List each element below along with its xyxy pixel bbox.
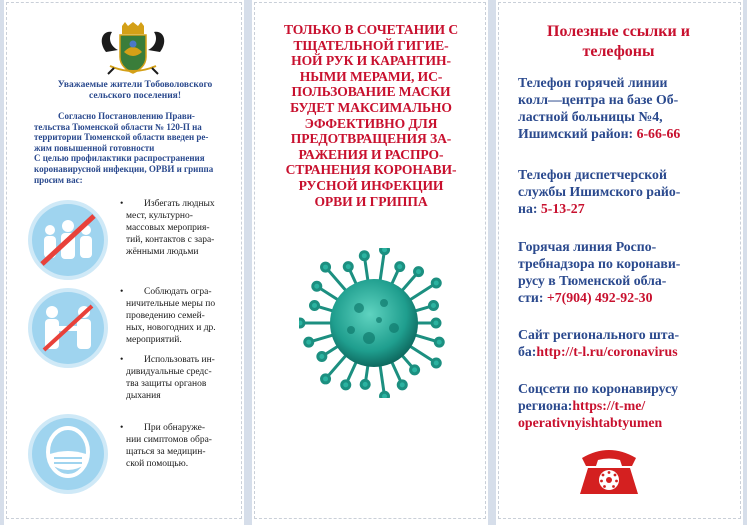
social-contact [518, 380, 728, 431]
bullet: • [120, 423, 124, 433]
headline-line: ПРЕДОТВРАЩЕНИЯ ЗА- [290, 131, 452, 147]
virus-spike-tip [318, 353, 326, 361]
headline-line: НОЙ РУК И КАРАНТИН- [291, 53, 451, 69]
virus-spike-tip [432, 359, 440, 367]
contact-line: службы Ишимского райо- [518, 184, 681, 199]
tip-line: проведению семей- [126, 311, 205, 321]
decree-line: жим повышенной готовности [34, 142, 155, 153]
headline-line: ЭФФЕКТИВНО ДЛЯ [304, 115, 438, 131]
headline-line: СТРАНЕНИЯ КОРОНАВИ- [285, 162, 457, 178]
decree-line: Согласно Постановлению Прави- [58, 111, 195, 121]
tip-line: Избегать людных [144, 199, 215, 209]
contact-line: ба: [518, 344, 537, 359]
virus-spike-tip [415, 268, 423, 276]
face-mask-icon [26, 412, 110, 496]
tip-text [120, 354, 242, 402]
virus-spike-tip [381, 248, 389, 254]
dispatch-contact [518, 166, 728, 217]
headline-line: РУСНОЙ ИНФЕКЦИИ [298, 177, 444, 193]
virus-spike-tip [411, 366, 419, 374]
middle-panel [252, 0, 488, 525]
left-panel [4, 0, 244, 525]
contact-line: русу в Тюменской обла- [518, 273, 667, 288]
virus-spike-tip [360, 252, 368, 260]
virus-spike-tip [311, 302, 319, 310]
tip-line: массовых мероприя- [126, 223, 210, 233]
tip-text [120, 286, 242, 346]
tip-line: щаться за медицин- [126, 447, 206, 457]
social-link[interactable]: operativnyishtabtyumen [518, 415, 663, 430]
headline-line: ПОЛЬЗОВАНИЕ МАСКИ [291, 84, 451, 100]
decree-line: С целью профилактики распространения [34, 153, 205, 164]
tip-line: ных, новогодних и др. [126, 323, 216, 333]
virus-spike-tip [429, 302, 437, 310]
virus-spike-tip [432, 279, 440, 287]
virus-spike-tip [342, 381, 350, 389]
tip-text [120, 198, 242, 258]
right-panel [496, 0, 743, 525]
no-handshake-icon [26, 286, 110, 370]
tip-line: дыхания [126, 391, 161, 401]
tip-text [120, 422, 242, 470]
contact-line: колл—центра на базе Об- [518, 92, 679, 107]
virus-spike-tip [398, 381, 406, 389]
headline-line: БУДЕТ МАКСИМАЛЬНО [290, 99, 452, 115]
coronavirus-icon [299, 248, 449, 398]
tip-line: ской помощью. [126, 459, 189, 469]
contact-line: требнадзора по коронави- [518, 256, 681, 271]
contact-line: сти: [518, 290, 547, 305]
tip-line: тва защиты органов [126, 379, 207, 389]
decree-text [34, 111, 244, 185]
contact-line: Горячая линия Роспо- [518, 239, 657, 254]
decree-line: просим вас: [34, 174, 83, 185]
website-contact [518, 326, 728, 360]
headline-line: ТЩАТЕЛЬНОЙ ГИГИЕ- [293, 37, 449, 53]
headline [260, 22, 482, 209]
contact-line: региона: [518, 398, 573, 413]
contact-line: Телефон горячей линии [518, 75, 668, 90]
tip-line: ничительные меры по [126, 299, 216, 309]
greeting-line: сельского поселения! [89, 91, 181, 101]
tip-line: мест, культурно- [126, 211, 193, 221]
virus-spike-tip [361, 380, 369, 388]
tip-line: тий, контактов с зара- [126, 235, 215, 245]
dispatch-phone-number[interactable]: 5-13-27 [540, 201, 585, 216]
crowd-prohibited-icon [26, 198, 110, 282]
virus-spike-tip [313, 282, 321, 290]
virus-spike-tip [344, 263, 352, 271]
virus-spike-tip [322, 263, 330, 271]
tip-line: нии симптомов обра- [126, 435, 212, 445]
tip-line: При обнаруже- [144, 423, 206, 433]
virus-spike-tip [435, 338, 443, 346]
decree-line: территории Тюменской области введен ре- [34, 132, 209, 143]
links-title [506, 22, 731, 62]
contact-line: Соцсети по коронавирусу [518, 381, 678, 396]
title-line: Полезные ссылки и [547, 23, 690, 40]
tip-line: Соблюдать огра- [144, 287, 212, 297]
decree-line: тельства Тюменской области № 120-П на [34, 121, 202, 132]
virus-spike-tip [322, 375, 330, 383]
rospotrebnadzor-contact [518, 238, 728, 306]
virus-spike-tip [432, 319, 440, 327]
bullet: • [120, 355, 124, 365]
contact-line: Ишимский район: [518, 126, 637, 141]
headline-line: ТОЛЬКО В СОЧЕТАНИИ С [283, 22, 459, 37]
tip-line: жёнными людьми [126, 247, 199, 257]
rospotrebnadzor-phone-number[interactable]: +7(904) 492-92-30 [546, 290, 653, 305]
greeting-line: Уважаемые жители Тобоволовского [57, 80, 213, 90]
headline-line: НЫМИ МЕРАМИ, ИС- [299, 68, 443, 84]
tip-line: дивидуальные средс- [126, 367, 212, 377]
title-line: телефоны [582, 43, 655, 60]
coat-of-arms-icon [96, 22, 170, 78]
greeting [46, 80, 224, 102]
contact-line: на: [518, 201, 541, 216]
contact-line: ластной больницы №4, [518, 109, 663, 124]
headline-line: ОРВИ И ГРИППА [314, 193, 428, 209]
hotline-phone-number[interactable]: 6-66-66 [636, 126, 681, 141]
tip-line: мероприятий. [126, 335, 182, 345]
decree-line: коронавирусной инфекции, ОРВИ и гриппа [34, 163, 214, 174]
contact-line: Сайт регионального шта- [518, 327, 680, 342]
virus-spike-tip [381, 392, 389, 398]
hotline-contact [518, 74, 728, 142]
website-link[interactable]: http://t-l.ru/coronavirus [536, 344, 678, 359]
bullet: • [120, 199, 124, 209]
telephone-icon [574, 444, 644, 500]
bullet: • [120, 287, 124, 297]
headline-line: РАЖЕНИЯ И РАСПРО- [298, 146, 444, 162]
tip-line: Использовать ин- [144, 355, 215, 365]
social-link[interactable]: https://t-me/ [572, 398, 646, 413]
virus-spike-tip [305, 338, 313, 346]
contact-line: Телефон диспетчерской [518, 167, 667, 182]
virus-spike-tip [299, 319, 304, 327]
virus-spike-tip [396, 263, 404, 271]
